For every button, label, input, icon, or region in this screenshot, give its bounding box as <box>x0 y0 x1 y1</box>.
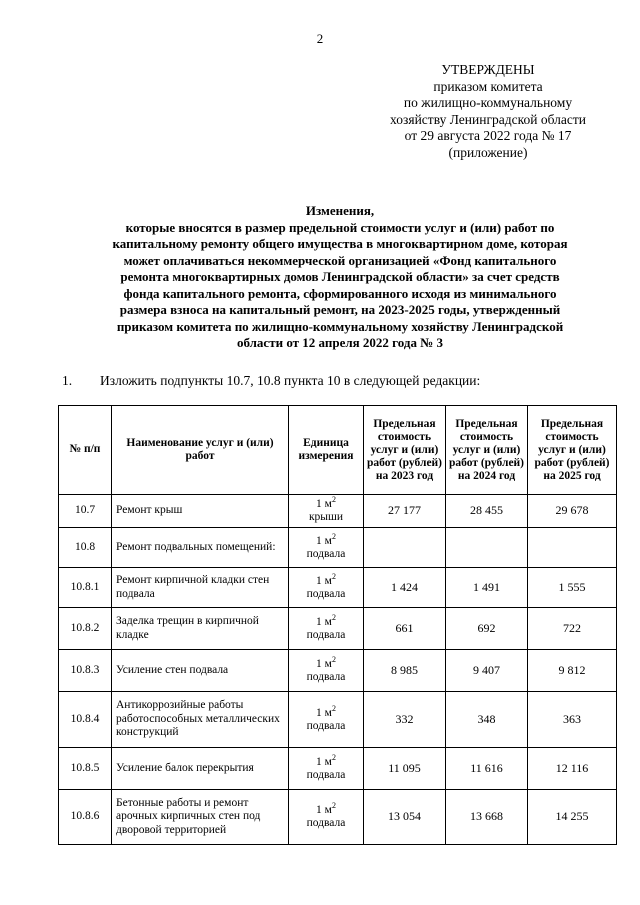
table-row <box>59 692 617 748</box>
cell-name: Ремонт подвальных помещений: <box>112 528 289 568</box>
cell-unit: 1 $м^2$ подвала <box>289 790 364 845</box>
table-row <box>59 650 617 692</box>
table-row <box>59 495 617 528</box>
heading-line: которые вносятся в размер предельной стоимости услуг и (или) работ по <box>125 219 555 235</box>
cell-name: Заделка трещин в кирпичной кладке <box>112 608 289 650</box>
header-num: № п/п <box>59 406 112 495</box>
cell-unit: 1 $м^2$ подвала <box>289 528 364 568</box>
cell-name: Усиление балок перекрытия <box>112 748 289 790</box>
cell-num: 10.7 <box>59 495 112 528</box>
cell-num: 10.8 <box>59 528 112 568</box>
cell-name: Усиление стен подвала <box>112 650 289 692</box>
cell-price-2024: 11 616 <box>446 748 528 790</box>
cell-price-2024: 28 455 <box>446 495 528 528</box>
table-row <box>59 568 617 608</box>
intro-number: 1. <box>62 373 73 388</box>
cell-num: 10.8.2 <box>59 608 112 650</box>
table-row <box>59 608 617 650</box>
approval-line: от 29 августа 2022 года № 17 <box>404 128 572 144</box>
table-header-row <box>59 406 617 495</box>
cell-price-2023: 332 <box>364 692 446 748</box>
cell-price-2025: 9 812 <box>528 650 617 692</box>
cell-price-2023: 27 177 <box>364 495 446 528</box>
cell-price-2024: 1 491 <box>446 568 528 608</box>
approval-line: приказом комитета <box>433 78 543 94</box>
cell-num: 10.8.1 <box>59 568 112 608</box>
approval-block <box>360 62 616 162</box>
cell-price-2023 <box>364 528 446 568</box>
cell-unit: 1 $м^2$ подвала <box>289 692 364 748</box>
cell-price-2024: 9 407 <box>446 650 528 692</box>
cell-price-2025: 363 <box>528 692 617 748</box>
heading-line: размера взноса на капитальный ремонт, на 2023-2025 годы, утвержденный <box>119 302 561 317</box>
cell-price-2025: 14 255 <box>528 790 617 845</box>
header-unit: Единица измерения <box>289 406 364 495</box>
cell-price-2024: 13 668 <box>446 790 528 845</box>
table-row <box>59 790 617 845</box>
cell-price-2025: 722 <box>528 608 617 650</box>
cell-price-2023: 1 424 <box>364 568 446 608</box>
cell-price-2025 <box>528 528 617 568</box>
cell-price-2024 <box>446 528 528 568</box>
cell-unit: 1 $м^2$ подвала <box>289 608 364 650</box>
heading-line: капитальному ремонту общего имущества в многоквартирном доме, которая <box>112 236 568 251</box>
header-price-2023: Предельная стоимость услуг и (или) работ (рублей) на 2023 год <box>364 406 446 495</box>
cell-name: Ремонт кирпичной кладки стен подвала <box>112 568 289 608</box>
cell-name: Ремонт крыш <box>112 495 289 528</box>
price-table <box>58 405 617 845</box>
cell-price-2024: 348 <box>446 692 528 748</box>
heading-line: Изменения, <box>305 203 375 218</box>
cell-price-2023: 13 054 <box>364 790 446 845</box>
cell-price-2025: 29 678 <box>528 495 617 528</box>
cell-unit: 1 $м^2$ подвала <box>289 650 364 692</box>
page-number: 2 <box>316 31 324 46</box>
cell-unit: 1 $м^2$ подвала <box>289 568 364 608</box>
approval-line: хозяйству Ленинградской области <box>390 111 586 127</box>
document-heading <box>40 203 640 352</box>
heading-line: может оплачиваться некоммерческой организацией «Фонд капитального <box>123 252 557 268</box>
cell-num: 10.8.5 <box>59 748 112 790</box>
cell-price-2023: 8 985 <box>364 650 446 692</box>
heading-line: приказом комитета по жилищно-коммунальному хозяйству Ленинградской <box>116 318 564 334</box>
heading-line: фонда капитального ремонта, сформированного исходя из минимального <box>123 285 557 301</box>
intro-text: Изложить подпункты 10.7, 10.8 пункта 10 в следующей редакции: <box>100 373 481 388</box>
cell-price-2025: 1 555 <box>528 568 617 608</box>
heading-line: области от 12 апреля 2022 года № 3 <box>236 335 444 350</box>
cell-name: Антикоррозийные работы работоспособных металлических конструкций <box>112 692 289 748</box>
intro-paragraph <box>62 373 480 389</box>
cell-unit: 1 $м^2$ подвала <box>289 748 364 790</box>
table-row <box>59 748 617 790</box>
cell-name: Бетонные работы и ремонт арочных кирпичных стен под дворовой территорией <box>112 790 289 845</box>
cell-price-2024: 692 <box>446 608 528 650</box>
header-price-2025: Предельная стоимость услуг и (или) работ (рублей) на 2025 год <box>528 406 617 495</box>
cell-num: 10.8.4 <box>59 692 112 748</box>
approval-line: (приложение) <box>448 144 528 160</box>
cell-price-2023: 661 <box>364 608 446 650</box>
table-row <box>59 528 617 568</box>
header-price-2024: Предельная стоимость услуг и (или) работ (рублей) на 2024 год <box>446 406 528 495</box>
cell-num: 10.8.6 <box>59 790 112 845</box>
header-name: Наименование услуг и (или) работ <box>112 406 289 495</box>
cell-price-2023: 11 095 <box>364 748 446 790</box>
heading-line: ремонта многоквартирных домов Ленинградской области» за счет средств <box>120 269 560 284</box>
cell-unit: 1 $м^2$ крыши <box>289 495 364 528</box>
cell-num: 10.8.3 <box>59 650 112 692</box>
approval-title: УТВЕРЖДЕНЫ <box>441 62 535 77</box>
cell-price-2025: 12 116 <box>528 748 617 790</box>
approval-line: по жилищно-коммунальному <box>403 95 573 111</box>
